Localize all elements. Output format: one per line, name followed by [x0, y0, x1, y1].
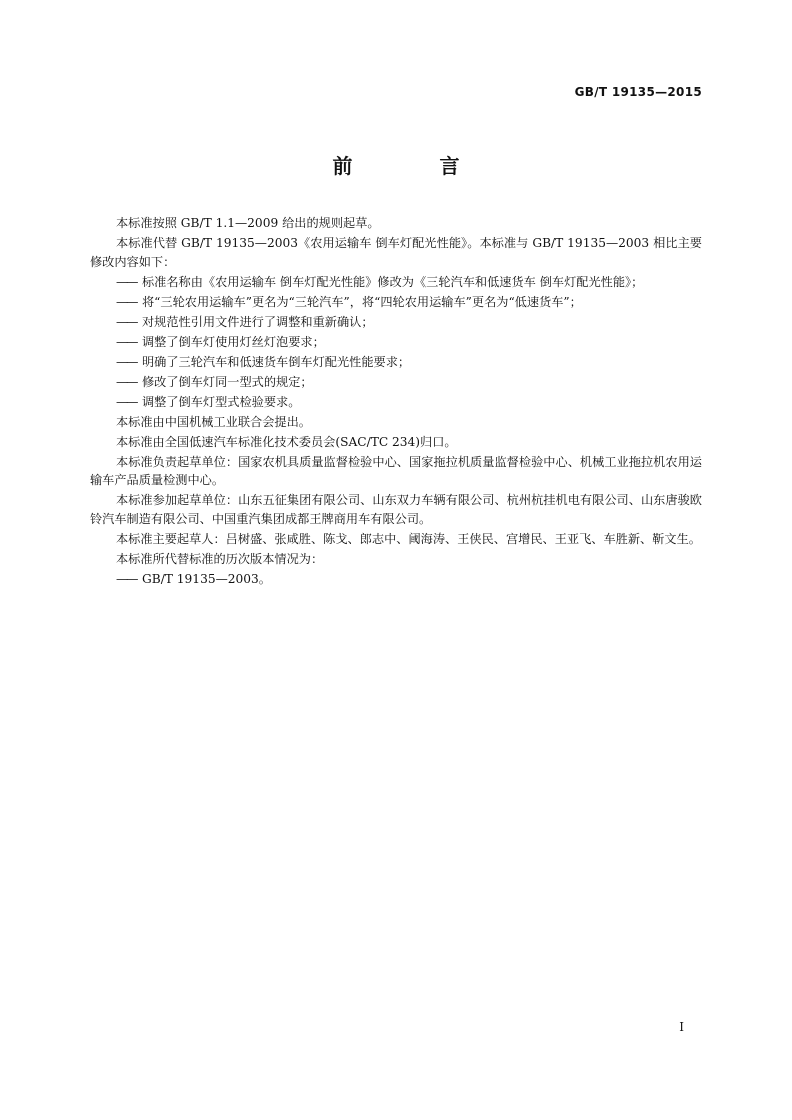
dash-marker: —— — [116, 334, 137, 349]
dash-marker: —— — [116, 294, 137, 309]
dash-marker: —— — [116, 374, 137, 389]
dash-marker: —— — [116, 571, 137, 586]
page-number: I — [679, 1020, 684, 1034]
list-item-change — [90, 393, 702, 412]
list-item-text: GB/T 19135—2003。 — [142, 571, 271, 586]
list-item-text: 对规范性引用文件进行了调整和重新确认； — [142, 314, 374, 329]
list-item-text: 明确了三轮汽车和低速货车倒车灯配光性能要求； — [142, 354, 411, 369]
list-item-change — [90, 293, 702, 312]
list-item-text: 调整了倒车灯型式检验要求。 — [142, 394, 301, 409]
dash-marker: —— — [116, 274, 137, 289]
standard-code: GB/T 19135—2015 — [574, 85, 702, 99]
document-body — [90, 214, 702, 590]
paragraph-proposed-by: 本标准由中国机械工业联合会提出。 — [116, 414, 311, 429]
page-title: 前 言 — [332, 154, 500, 178]
paragraph-replaces: 本标准代替 GB/T 19135—2003《农用运输车 倒车灯配光性能》。本标准与 GB/T 19135—2003 相比主要修改内容如下： — [90, 236, 702, 269]
list-item-change — [90, 273, 702, 292]
paragraph-previous-versions: 本标准所代替标准的历次版本情况为： — [116, 551, 324, 566]
list-item-text: 调整了倒车灯使用灯丝灯泡要求； — [142, 334, 325, 349]
list-item-text: 标准名称由《农用运输车 倒车灯配光性能》修改为《三轮汽车和低速货车 倒车灯配光性能》； — [142, 274, 644, 289]
list-item-change — [90, 333, 702, 352]
list-item-change — [90, 373, 702, 392]
paragraph-drafters: 本标准主要起草人：吕树盛、张咸胜、陈戈、郎志中、阈海涛、王侠民、宫增民、王亚飞、车胜新、靳文生。 — [116, 531, 701, 546]
list-item-text: 将“三轮农用运输车”更名为“三轮汽车”，将“四轮农用运输车”更名为“低速货车”； — [142, 294, 582, 309]
paragraph-participating-units: 本标准参加起草单位：山东五征集团有限公司、山东双力车辆有限公司、杭州杭挂机电有限公司、山东唐骏欧铃汽车制造有限公司、中国重汽集团成都王牌商用车有限公司。 — [90, 493, 702, 526]
paragraph-drafting-rules: 本标准按照 GB/T 1.1—2009 给出的规则起草。 — [116, 216, 380, 230]
list-item-change — [90, 353, 702, 372]
dash-marker: —— — [116, 394, 137, 409]
list-item-previous-version — [90, 570, 702, 589]
dash-marker: —— — [116, 354, 137, 369]
paragraph-managed-by: 本标准由全国低速汽车标准化技术委员会(SAC/TC 234)归口。 — [116, 434, 457, 449]
paragraph-responsible-units: 本标准负责起草单位：国家农机具质量监督检验中心、国家拖拉机质量监督检验中心、机械工业拖拉机农用运输车产品质量检测中心。 — [90, 454, 702, 487]
list-item-change — [90, 313, 702, 332]
list-item-text: 修改了倒车灯同一型式的规定； — [142, 374, 313, 389]
dash-marker: —— — [116, 314, 137, 329]
